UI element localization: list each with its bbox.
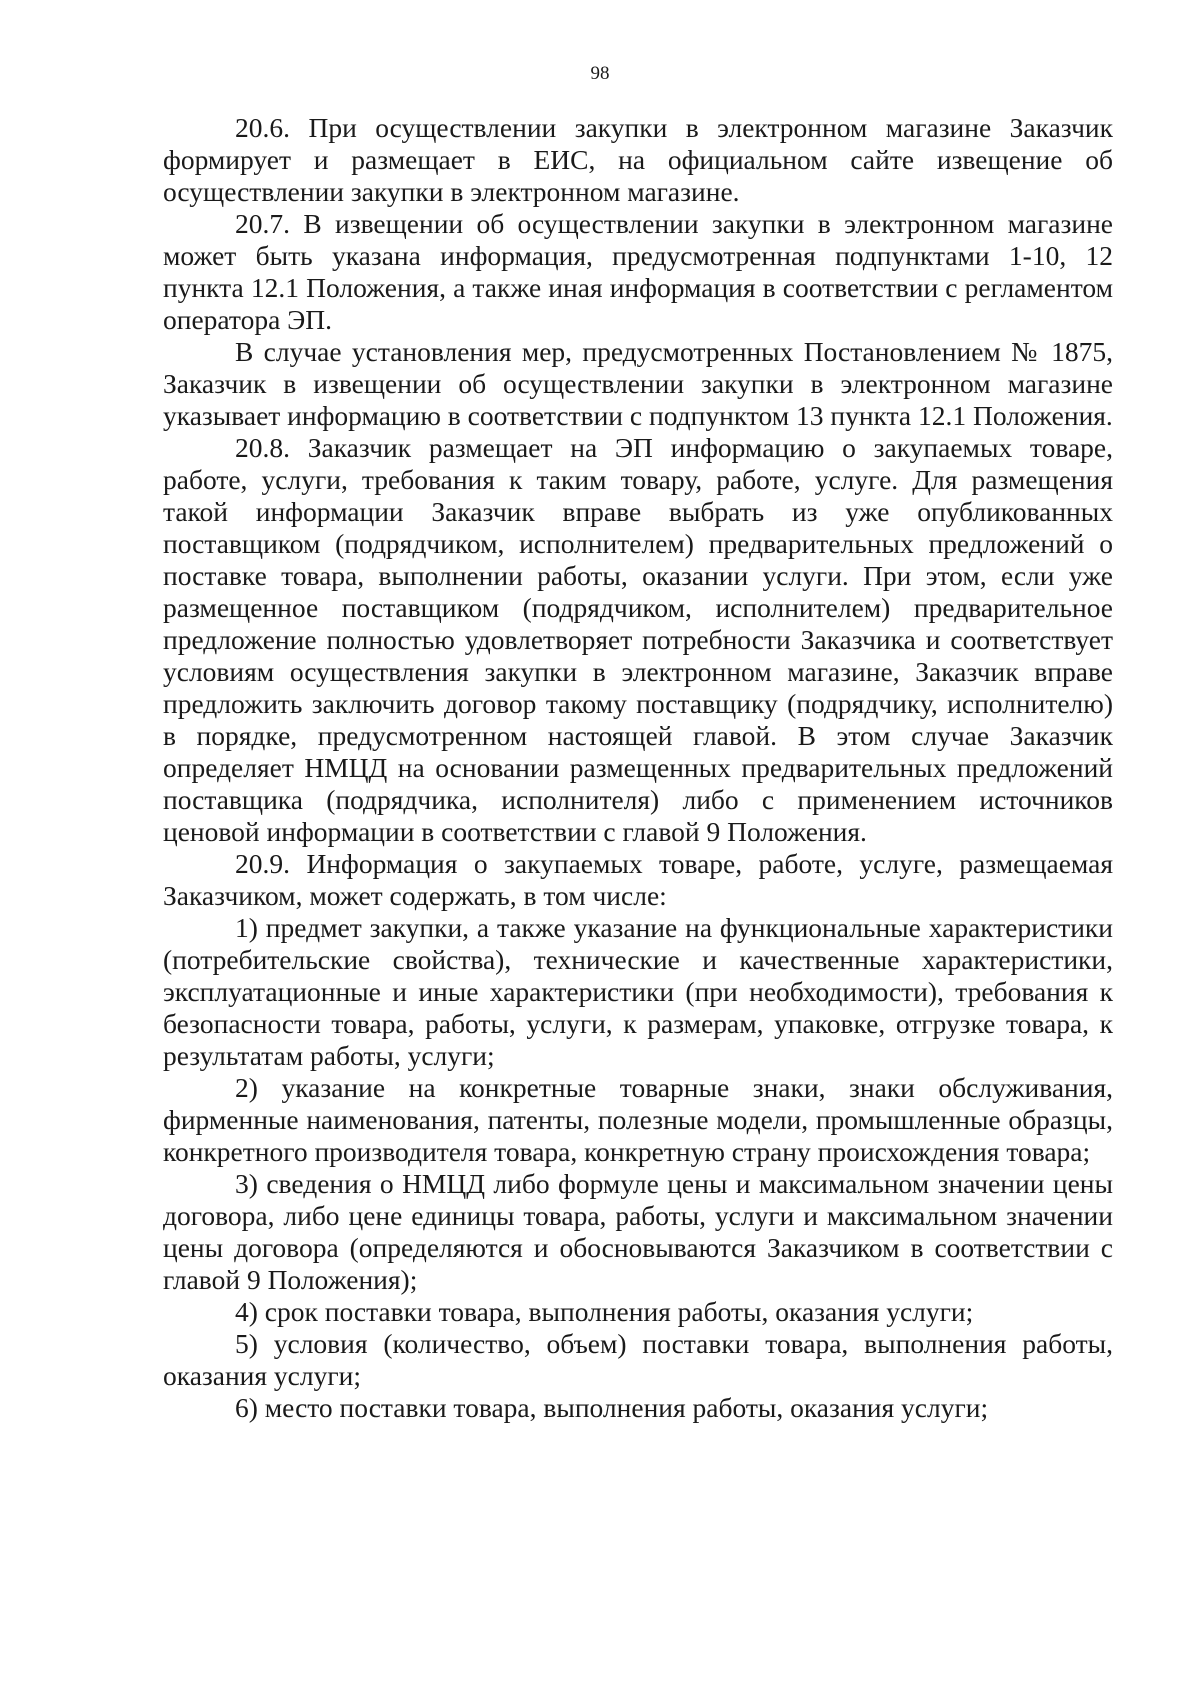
document-body <box>163 112 1113 1424</box>
paragraph-20-7: 20.7. В извещении об осуществлении закупки в электронном магазине может быть указана информация, предусмотренная подпунктами 1-10, 12 пункта 12.1 Положения, а также иная информация в соответствии с регламентом оператора ЭП. <box>163 208 1113 335</box>
list-item-2: 2) указание на конкретные товарные знаки, знаки обслуживания, фирменные наименования, патенты, полезные модели, промышленные образцы, конкретного производителя товара, конкретную страну происхождения товара; <box>163 1072 1113 1167</box>
page-number: 98 <box>590 63 610 84</box>
paragraph-20-6: 20.6. При осуществлении закупки в электронном магазине Заказчик формирует и размещает в ЕИС, на официальном сайте извещение об осуществлении закупки в электронном магазине. <box>163 112 1113 207</box>
paragraph-20-9: 20.9. Информация о закупаемых товаре, работе, услуге, размещаемая Заказчиком, может содержать, в том числе: <box>163 848 1113 911</box>
list-item-4: 4) срок поставки товара, выполнения работы, оказания услуги; <box>235 1296 974 1327</box>
paragraph-20-7-measures: В случае установления мер, предусмотренных Постановлением № 1875, Заказчик в извещении об осуществлении закупки в электронном магазине указывает информацию в соответствии с подпунктом 13 пункта 12.1 Положения. <box>163 336 1113 431</box>
list-item-6: 6) место поставки товара, выполнения работы, оказания услуги; <box>235 1392 989 1423</box>
list-item-3: 3) сведения о НМЦД либо формуле цены и максимальном значении цены договора, либо цене единицы товара, работы, услуги и максимальном значении цены договора (определяются и обосновываются Заказчиком в соответствии с главой 9 Положения); <box>163 1168 1113 1295</box>
list-item-1: 1) предмет закупки, а также указание на функциональные характеристики (потребительские свойства), технические и качественные характеристики, эксплуатационные и иные характеристики (при необходимости), требования к безопасности товара, работы, услуги, к размерам, упаковке, отгрузке товара, к результатам работы, услуги; <box>163 912 1113 1071</box>
paragraph-20-8: 20.8. Заказчик размещает на ЭП информацию о закупаемых товаре, работе, услуги, требования к таким товару, работе, услуге. Для размещения такой информации Заказчик вправе выбрать из уже опубликованных поставщиком (подрядчиком, исполнителем) предварительных предложений о поставке товара, выполнении работы, оказании услуги. При этом, если уже размещенное поставщиком (подрядчиком, исполнителем) предварительное предложение полностью удовлетворяет потребности Заказчика и соответствует условиям осуществления закупки в электронном магазине, Заказчик вправе предложить заключить договор такому поставщику (подрядчику, исполнителю) в порядке, предусмотренном настоящей главой. В этом случае Заказчик определяет НМЦД на основании размещенных предварительных предложений поставщика (подрядчика, исполнителя) либо с применением источников ценовой информации в соответствии с главой 9 Положения. <box>163 432 1113 847</box>
list-item-5: 5) условия (количество, объем) поставки товара, выполнения работы, оказания услуги; <box>163 1328 1113 1391</box>
